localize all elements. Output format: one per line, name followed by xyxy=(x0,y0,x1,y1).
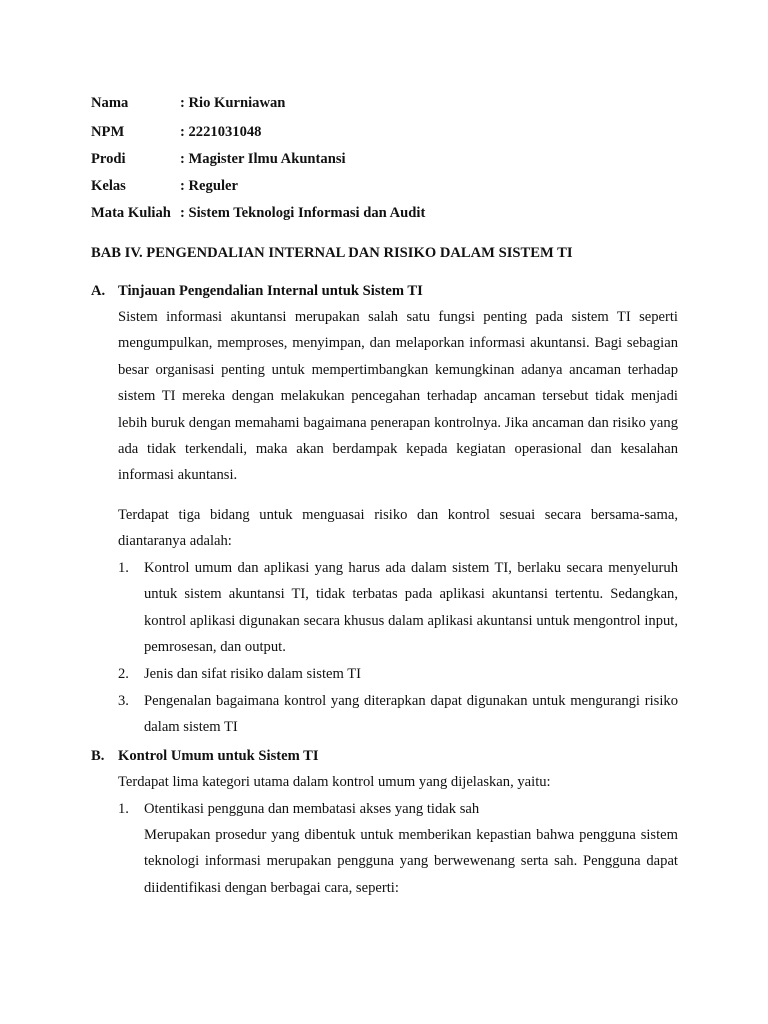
list-text: Otentikasi pengguna dan membatasi akses yang tidak sah xyxy=(144,801,480,817)
list-text: Pengenalan bagaimana kontrol yang diterapkan dapat digunakan untuk mengurangi risiko dalam sistem TI xyxy=(144,693,678,736)
list-text: Jenis dan sifat risiko dalam sistem TI xyxy=(144,666,361,682)
info-row-npm xyxy=(91,123,261,141)
section-b-paragraph-1: Terdapat lima kategori utama dalam kontrol umum yang dijelaskan, yaitu: xyxy=(118,774,551,790)
section-a-paragraph-1: Sistem informasi akuntansi merupakan salah satu fungsi penting pada sistem TI seperti mengumpulkan, memproses, menyimpan, dan melaporkan informasi akuntansi. Bagi sebagian besar organisasi penting untuk mempertimbangkan kemungkinan adanya ancaman terhadap sistem TI mereka dengan melakukan pencegahan terhadap ancaman tersebut tidak menjadi lebih buruk dengan memahami bagaimana penerapan kontrolnya. Jika ancaman dan risiko yang ada tidak terkendali, maka akan berdampak kepada kegiatan operasional dan kesalahan informasi akuntansi. xyxy=(118,309,678,484)
list-number: 2. xyxy=(118,666,129,682)
section-a-heading xyxy=(91,282,423,300)
info-label: Kelas xyxy=(91,178,126,194)
section-letter: B. xyxy=(91,748,105,764)
section-a-paragraph-2: Terdapat tiga bidang untuk menguasai risiko dan kontrol sesuai secara bersama-sama, diantaranya adalah: xyxy=(118,507,678,550)
info-value: : Rio Kurniawan xyxy=(180,95,286,111)
section-letter: A. xyxy=(91,283,106,299)
info-label: Mata Kuliah xyxy=(91,205,171,221)
info-value: : 2221031048 xyxy=(180,124,262,140)
info-label: NPM xyxy=(91,124,125,140)
info-value: : Magister Ilmu Akuntansi xyxy=(180,151,346,167)
chapter-title: BAB IV. PENGENDALIAN INTERNAL DAN RISIKO DALAM SISTEM TI xyxy=(91,245,573,261)
info-value: : Reguler xyxy=(180,178,238,194)
list-number: 1. xyxy=(118,560,129,576)
list-text: Kontrol umum dan aplikasi yang harus ada dalam sistem TI, berlaku secara menyeluruh untuk sistem akuntansi TI, tidak terbatas pada aplikasi akuntansi tertentu. Sedangkan, kontrol aplikasi digunakan secara khusus dalam aplikasi akuntansi untuk mengontrol input, pemrosesan, dan output. xyxy=(144,560,678,656)
info-row-prodi xyxy=(91,150,346,168)
info-row-nama xyxy=(91,94,285,112)
section-b-heading xyxy=(91,747,319,765)
info-row-mata-kuliah xyxy=(91,204,425,222)
info-label: Nama xyxy=(91,95,129,111)
info-value: : Sistem Teknologi Informasi dan Audit xyxy=(180,205,426,221)
list-number: 1. xyxy=(118,801,129,817)
section-title: Tinjauan Pengendalian Internal untuk Sistem TI xyxy=(118,283,423,299)
section-title: Kontrol Umum untuk Sistem TI xyxy=(118,748,319,764)
info-row-kelas xyxy=(91,177,238,195)
list-number: 3. xyxy=(118,693,129,709)
section-b-sub-paragraph: Merupakan prosedur yang dibentuk untuk memberikan kepastian bahwa pengguna sistem teknologi informasi merupakan pengguna yang berwewenang serta sah. Pengguna dapat diidentifikasi dengan berbagai cara, seperti: xyxy=(144,827,678,896)
info-label: Prodi xyxy=(91,151,126,167)
